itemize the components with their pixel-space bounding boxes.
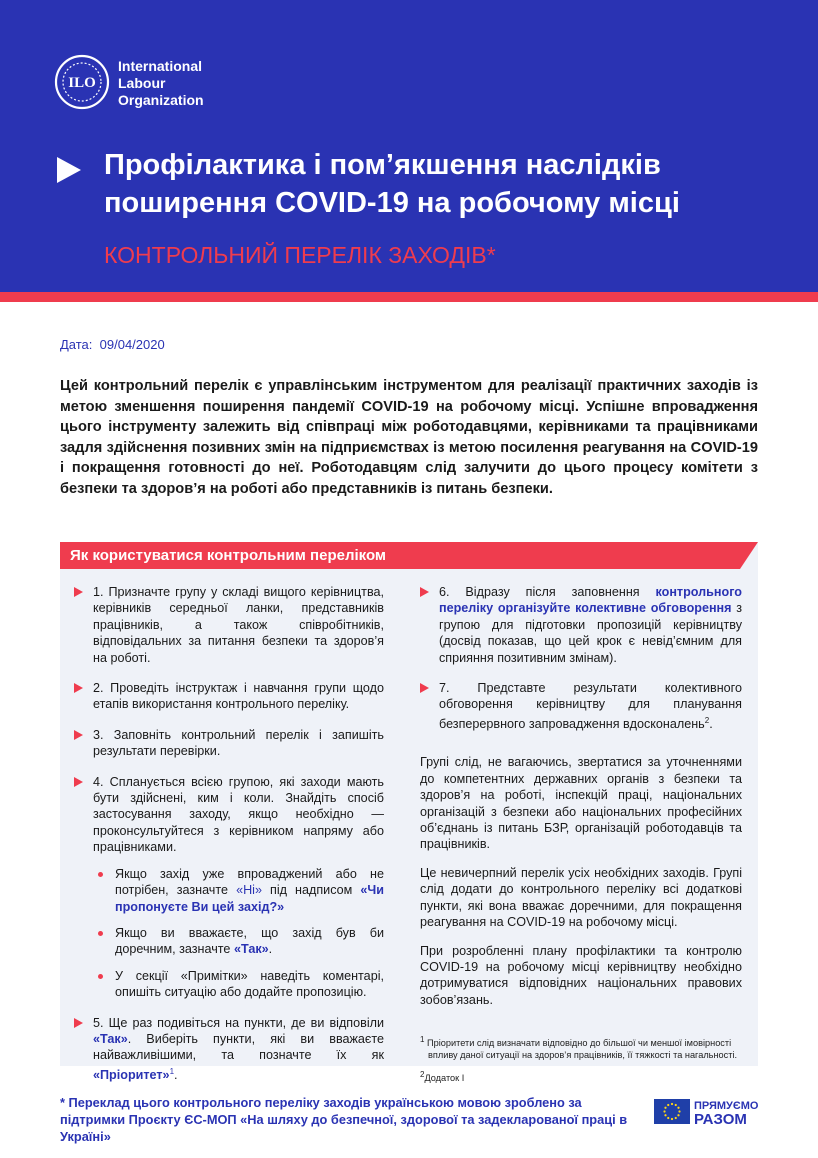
ilo-logo-icon bbox=[54, 54, 110, 110]
paragraph-nonexhaustive: Це невичерпний перелік усіх необхідних заходів. Групі слід додати до контрольного переліку всі додаткові пункти, які вона вважає доречними, для покращення реагування на COVID-19 на робочому місці. bbox=[420, 865, 742, 930]
footnote-ref-2: 2 bbox=[704, 715, 710, 725]
bullet-dot-icon bbox=[98, 872, 103, 877]
step-6: 6. Відразу після заповнення контрольного переліку організуйте колективне обговорення з групою для підготовки пропозицій керівництву (досвід показав, що цей крок є невід’ємним для сприяння позитивним змінам). bbox=[420, 584, 742, 666]
question-label: «Чи пропонуєте Ви цей захід?» bbox=[115, 883, 384, 914]
org-name-line-2: Labour bbox=[118, 75, 166, 91]
date-line bbox=[60, 337, 165, 352]
date-value: 09/04/2020 bbox=[99, 337, 165, 352]
play-arrow-icon bbox=[57, 157, 81, 183]
sublist-item-yes: Якщо ви вважаєте, що захід був би доречним, зазначте «Так». bbox=[93, 925, 384, 958]
howto-right-column bbox=[420, 584, 742, 1092]
org-name-line-1: International bbox=[118, 58, 203, 74]
bullet-triangle-icon bbox=[420, 587, 429, 597]
bullet-triangle-icon bbox=[74, 730, 83, 740]
footnote-1: $^1$ Пріоритети слід визначати відповідно до більшої чи меншої імовірності впливу даної ситуації на здоров’я працівників, її тяжкості та нагальності. bbox=[420, 1035, 738, 1061]
answer-yes: «Так» bbox=[233, 942, 269, 957]
step-6-highlight: контрольного переліку організуйте колективне обговорення bbox=[439, 585, 742, 616]
howto-header-tip bbox=[740, 542, 758, 569]
step-2 bbox=[74, 680, 384, 713]
date-label: Дата: bbox=[60, 337, 93, 352]
step-7: 7. Представте результати колективного обговорення керівництву для планування безперервного запровадження вдосконалень$^2$. bbox=[420, 680, 742, 732]
step-5: 5. Ще раз подивіться на пункти, де ви відповіли «Так». Виберіть пункти, які ви вважаєте найважливішими, та позначте їх як «Пріоритет»$^1$. bbox=[74, 1015, 384, 1084]
footnote-ref-1: 1 bbox=[169, 1066, 175, 1076]
footnote-2: $^2$Додаток I bbox=[420, 1070, 465, 1084]
step-1-text: 1. Призначте групу у складі вищого керівництва, керівників середньої ланки, представників працівників, а також співробітників, відповідальних за питання безпеки та здоров’я на роботі. bbox=[93, 585, 384, 665]
document-subtitle: КОНТРОЛЬНИЙ ПЕРЕЛІК ЗАХОДІВ* bbox=[104, 242, 496, 268]
howto-title: Як користуватися контрольним переліком bbox=[70, 547, 387, 564]
howto-left-column bbox=[74, 584, 384, 1097]
footnotes bbox=[420, 1034, 742, 1084]
eu-logo-line-2: РАЗОМ bbox=[694, 1111, 747, 1128]
answer-yes: «Так» bbox=[93, 1031, 128, 1046]
sublist-item-no: Якщо захід уже впроваджений або не потрібен, зазначте «Ні» під надписом «Чи пропонуєте Ви цей захід?» bbox=[93, 866, 384, 915]
intro-paragraph: Цей контрольний перелік є управлінським інструментом для реалізації практичних заходів із метою зменшення поширення пандемії COVID-19 на робочому місці. Успішне впровадження цього інструменту залежить від співпраці між роботодавцями, керівниками та працівниками задля здійснення позивних змін на підприємствах із метою посилення реагування на COVID-19 і покращення готовності до неї. Роботодавцям слід залучити до цього процесу комітети з безпеки та здоров’я на роботі або представників із питань безпеки. bbox=[60, 378, 758, 497]
document-title: Профілактика і пом’якшення наслідків поширення COVID-19 на робочому місці bbox=[104, 149, 680, 219]
step-1 bbox=[74, 584, 384, 666]
answer-no: «Ні» bbox=[236, 883, 262, 898]
bullet-triangle-icon bbox=[74, 777, 83, 787]
org-name-line-3: Organization bbox=[118, 92, 204, 108]
ilo-logo-text: ILO bbox=[68, 75, 96, 91]
bullet-triangle-icon bbox=[74, 1018, 83, 1028]
paragraph-legal: При розробленні плану профілактики та контролю COVID-19 на робочому місці керівництву необхідно дотримуватися відповідних національних правових зобов’язань. bbox=[420, 943, 742, 1007]
step-4-sublist bbox=[93, 866, 384, 1001]
footer-translation-note: * Переклад цього контрольного переліку заходів українською мовою зроблено за підтримки Проєкту ЄС-МОП «На шляху до безпечної, здорової та задекларованої праці в Україні» bbox=[60, 1095, 628, 1144]
org-name bbox=[118, 58, 204, 109]
eu-partner-logo bbox=[694, 1100, 758, 1126]
bullet-dot-icon bbox=[98, 931, 103, 936]
step-2-text: 2. Проведіть інструктаж і навчання групи щодо етапів використання контрольного переліку. bbox=[93, 681, 384, 712]
header-stripe bbox=[0, 292, 818, 302]
priority-label: «Пріоритет» bbox=[93, 1067, 170, 1082]
step-4 bbox=[74, 774, 384, 1001]
eu-logo-line-1: ПРЯМУЄМО bbox=[694, 1100, 759, 1112]
step-3 bbox=[74, 727, 384, 760]
bullet-dot-icon bbox=[98, 974, 103, 979]
step-4-text: 4. Спланується всією групою, які заходи мають бути здійснені, ким і коли. Знайдіть спосіб застосування заходу, якщо необхідно — проконсультуйтеся з керівником напряму або працівниками. bbox=[93, 774, 384, 855]
eu-flag-icon bbox=[654, 1099, 690, 1124]
sublist-item-notes: У секції «Примітки» наведіть коментарі, опишіть ситуацію або додайте пропозицію. bbox=[93, 968, 384, 1001]
step-3-text: 3. Заповніть контрольний перелік і запишіть результати перевірки. bbox=[93, 727, 384, 759]
paragraph-consult: Групі слід, не вагаючись, звертатися за уточненнями до компетентних державних органів з безпеки та здоров’я на роботі, інспекцій праці, національних організацій з безпеки або національних професійних об’єднань із питань БЗР, організацій роботодавців та працівників. bbox=[420, 755, 742, 852]
bullet-triangle-icon bbox=[420, 683, 429, 693]
bullet-triangle-icon bbox=[74, 683, 83, 693]
bullet-triangle-icon bbox=[74, 587, 83, 597]
